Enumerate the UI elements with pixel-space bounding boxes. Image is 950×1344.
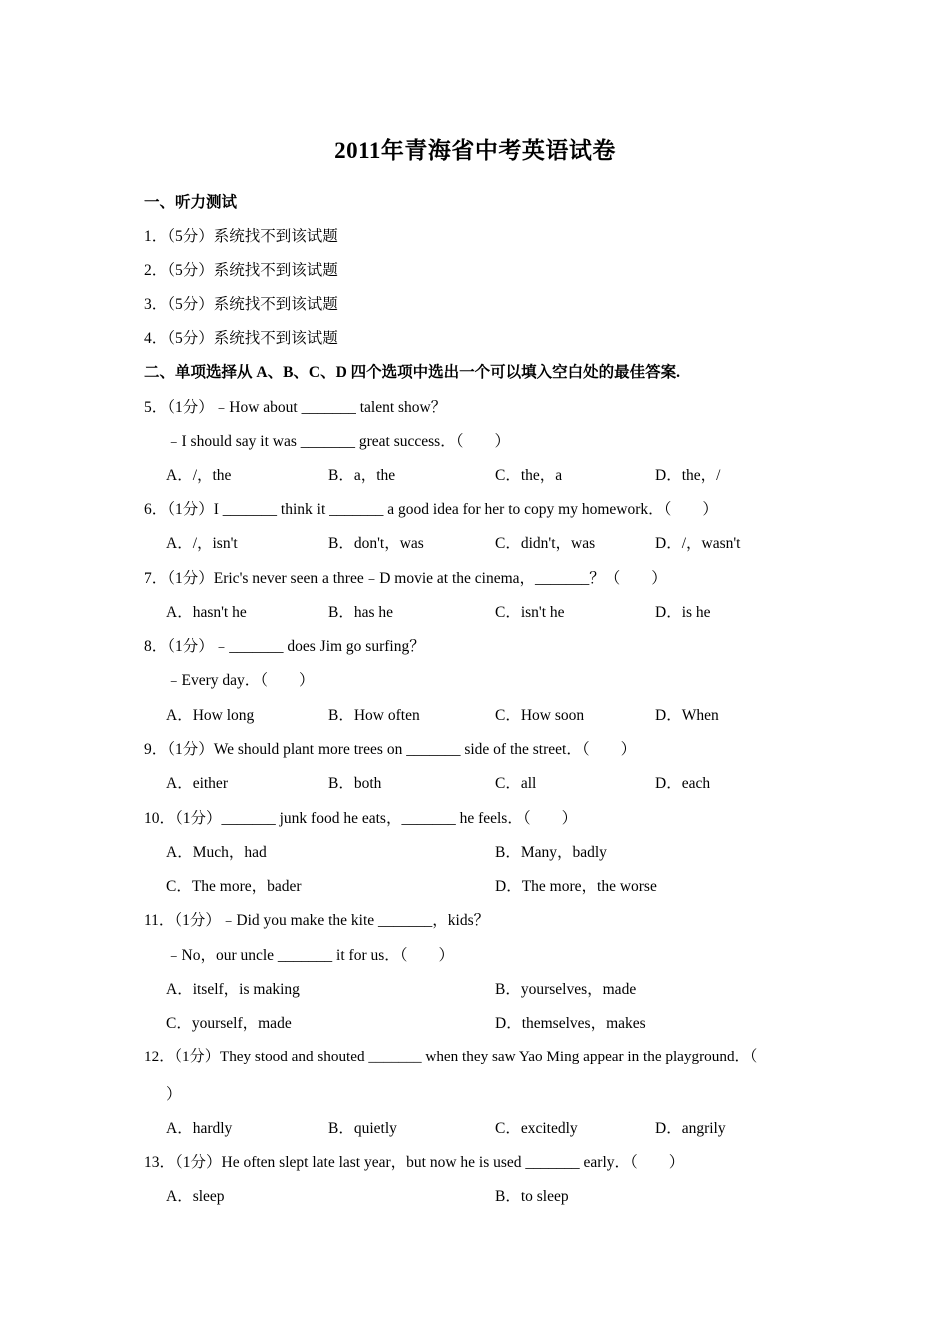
question-7-option-d: D．is he <box>655 604 711 621</box>
question-12-option-a: A．hardly <box>166 1120 233 1137</box>
question-4: 4．（5分）系统找不到该试题 <box>144 330 338 347</box>
question-11-option-d: D．themselves，makes <box>495 1015 646 1032</box>
question-9-stem: 9．（1分）We should plant more trees on _______ side of the street．（ ） <box>144 741 637 758</box>
question-6-option-a: A．/，isn't <box>166 535 238 552</box>
question-6-option-d: D．/，wasn't <box>655 535 741 552</box>
question-9-option-d: D．each <box>655 775 711 792</box>
question-7-stem: 7．（1分）Eric's never seen a three﹣D movie at the cinema，_______？（ ） <box>144 570 667 587</box>
question-7-option-c: C．isn't he <box>495 604 565 621</box>
question-5-option-a: A．/，the <box>166 467 232 484</box>
question-10-option-d: D．The more，the worse <box>495 878 657 895</box>
question-9-option-a: A．either <box>166 775 228 792</box>
question-12-stem: 12．（1分）They stood and shouted _______ when they saw Yao Ming appear in the playground．（ <box>144 1048 758 1065</box>
question-7-option-a: A．hasn't he <box>166 604 247 621</box>
question-10-option-a: A．Much，had <box>166 844 267 861</box>
question-5-stem: 5．（1分）﹣How about _______ talent show？ <box>144 399 447 416</box>
question-12-option-d: D．angrily <box>655 1120 726 1137</box>
question-6-option-c: C．didn't，was <box>495 535 596 552</box>
question-11-option-a: A．itself，is making <box>166 981 300 998</box>
question-13-option-a: A．sleep <box>166 1188 225 1205</box>
question-13-option-b: B．to sleep <box>495 1188 569 1205</box>
section-heading-single-choice: 二、单项选择从 A、B、C、D 四个选项中选出一个可以填入空白处的最佳答案. <box>144 364 681 381</box>
question-2: 2．（5分）系统找不到该试题 <box>144 262 338 279</box>
question-9-option-b: B．both <box>328 775 382 792</box>
question-11-stem-2: ﹣No，our uncle _______ it for us．（ ） <box>166 947 455 964</box>
question-11-option-b: B．yourselves，made <box>495 981 637 998</box>
question-1: 1．（5分）系统找不到该试题 <box>144 228 338 245</box>
question-8-option-d: D．When <box>655 707 719 724</box>
question-6-option-b: B．don't，was <box>328 535 424 552</box>
question-5-stem-2: ﹣I should say it was _______ great success．（ ） <box>166 433 510 450</box>
question-8-option-a: A．How long <box>166 707 255 724</box>
question-11-option-c: C．yourself，made <box>166 1015 292 1032</box>
question-5-option-c: C．the，a <box>495 467 563 484</box>
question-7-option-b: B．has he <box>328 604 394 621</box>
question-9-option-c: C．all <box>495 775 537 792</box>
question-11-stem: 11．（1分）﹣Did you make the kite _______，kids？ <box>144 912 490 929</box>
question-8-stem-2: ﹣Every day．（ ） <box>166 672 315 689</box>
question-12-option-c: C．excitedly <box>495 1120 578 1137</box>
question-6-stem: 6．（1分）I _______ think it _______ a good idea for her to copy my homework．（ ） <box>144 501 718 518</box>
question-5-option-d: D．the，/ <box>655 467 721 484</box>
question-8-stem: 8．（1分）﹣_______ does Jim go surfing？ <box>144 638 425 655</box>
page-title: 2011年青海省中考英语试卷 <box>334 138 616 163</box>
section-heading-listening: 一、听力测试 <box>144 194 238 211</box>
question-12-stem-2: ） <box>166 1086 182 1103</box>
question-13-stem: 13．（1分）He often slept late last year，but now he is used _______ early．（ ） <box>144 1154 685 1171</box>
question-10-option-c: C．The more，bader <box>166 878 302 895</box>
question-8-option-c: C．How soon <box>495 707 585 724</box>
question-3: 3．（5分）系统找不到该试题 <box>144 296 338 313</box>
question-8-option-b: B．How often <box>328 707 420 724</box>
question-10-stem: 10．（1分）_______ junk food he eats，_______ he feels．（ ） <box>144 810 578 827</box>
question-10-option-b: B．Many，badly <box>495 844 607 861</box>
question-12-option-b: B．quietly <box>328 1120 397 1137</box>
question-5-option-b: B．a，the <box>328 467 396 484</box>
